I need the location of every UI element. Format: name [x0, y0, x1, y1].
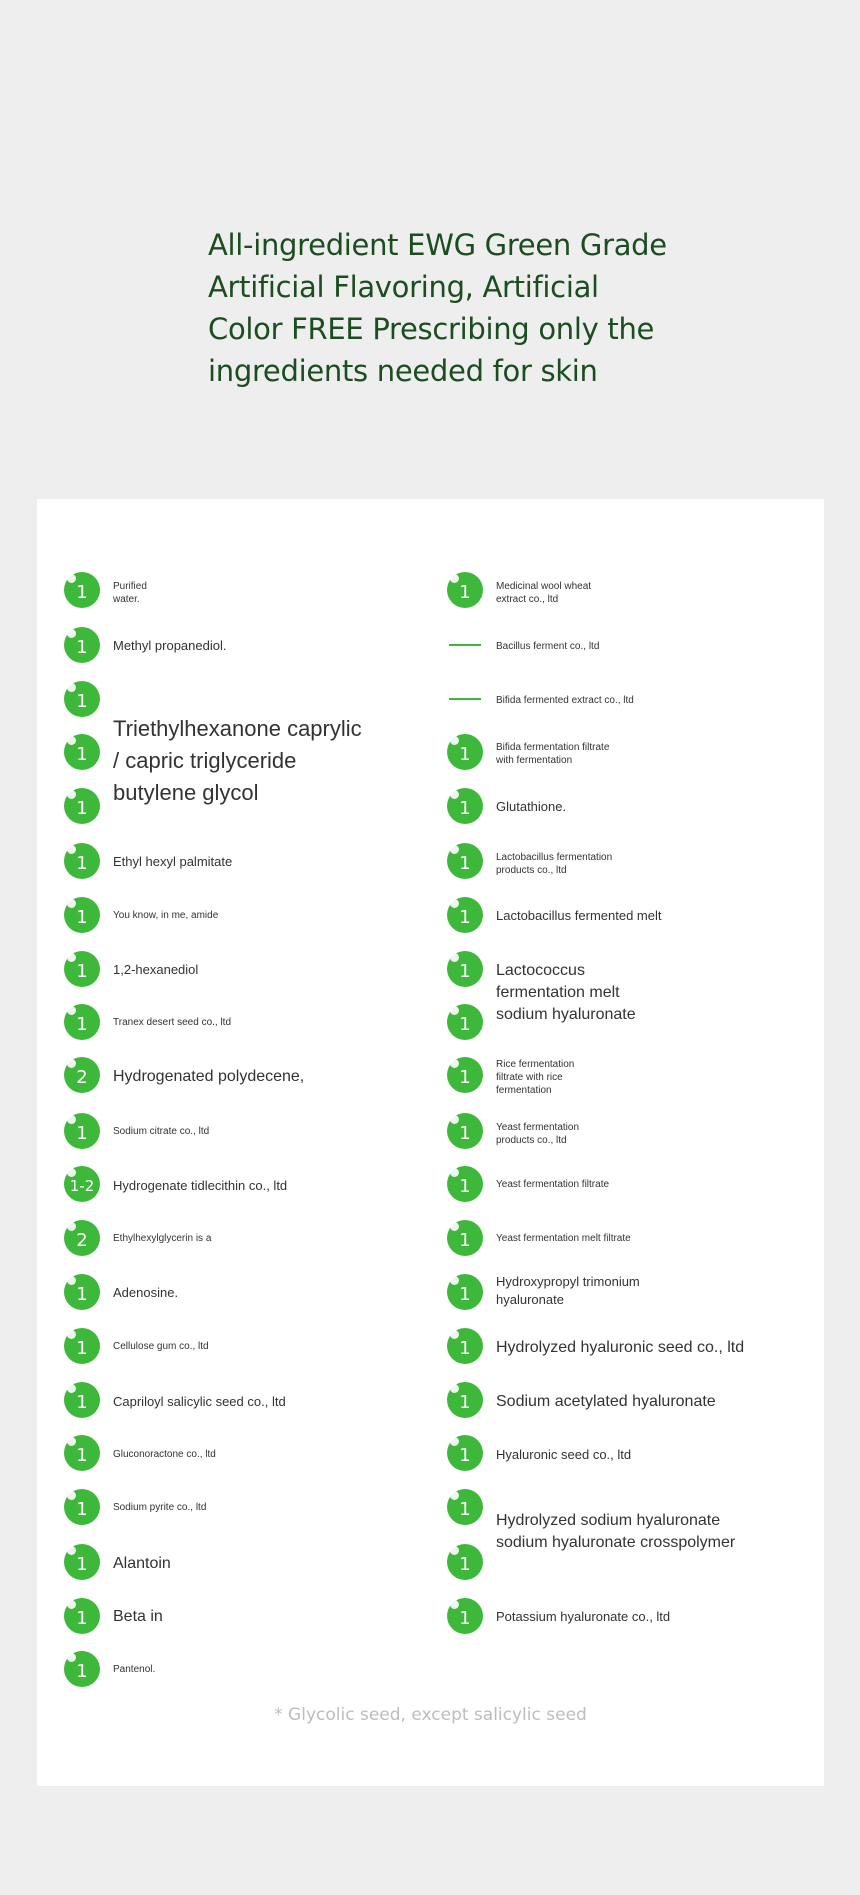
- ewg-grade-badge: [64, 572, 100, 608]
- grade-number: 1-2: [69, 1177, 95, 1195]
- ewg-grade-badge: [447, 1544, 483, 1580]
- ewg-grade-badge: [64, 1544, 100, 1580]
- leaf-icon: [67, 899, 76, 908]
- grade-number: 1: [76, 743, 88, 765]
- ingredient-cellulose-gum-co-ltd: Cellulose gum co., ltd: [113, 1341, 209, 1352]
- ingredient-lactococcus-fermentation-melt-sodium-hya: Lactococcus fermentation melt sodium hyaluronate: [496, 962, 636, 1023]
- ingredient-hydrolyzed-hyaluronic-seed-co-ltd: Hydrolyzed hyaluronic seed co., ltd: [496, 1339, 745, 1356]
- grade-number: 1: [76, 906, 88, 928]
- leaf-icon: [450, 1059, 459, 1068]
- ingredient-yeast-fermentation-filtrate: Yeast fermentation filtrate: [496, 1179, 610, 1190]
- ingredient-hydrogenate-tidlecithin-co-ltd: Hydrogenate tidlecithin co., ltd: [113, 1178, 288, 1193]
- ingredient-purified-water: Purified water.: [113, 581, 147, 605]
- ingredient-triethylhexanone-caprylic-capric-triglyc: Triethylhexanone caprylic / capric triglyceride butylene glycol: [113, 716, 362, 805]
- grade-number: 1: [459, 1498, 471, 1520]
- ewg-grade-badge: [64, 1274, 100, 1310]
- ingredient-gluconoractone-co-ltd: Gluconoractone co., ltd: [113, 1449, 216, 1460]
- ewg-grade-badge: [64, 681, 100, 717]
- grade-number: 2: [76, 1066, 88, 1088]
- ingredient-yeast-fermentation-products-co-ltd: Yeast fermentation products co., ltd: [496, 1122, 580, 1146]
- leaf-icon: [67, 845, 76, 854]
- leaf-icon: [450, 1115, 459, 1124]
- ingredient-1-2-hexanediol: 1,2-hexanediol: [113, 962, 199, 977]
- ingredient-capriloyl-salicylic-seed-co-ltd: Capriloyl salicylic seed co., ltd: [113, 1394, 286, 1409]
- ingredient-ethyl-hexyl-palmitate: Ethyl hexyl palmitate: [113, 854, 233, 869]
- ingredient-lactobacillus-fermentation-products-co-l: Lactobacillus fermentation products co., ltd: [496, 852, 613, 876]
- ingredient-you-know-in-me-amide: You know, in me, amide: [113, 910, 219, 921]
- ingredient-beta-in: Beta in: [113, 1608, 163, 1625]
- ingredient-sodium-pyrite-co-ltd: Sodium pyrite co., ltd: [113, 1502, 207, 1513]
- ewg-grade-badge: [447, 1489, 483, 1525]
- grade-number: 1: [76, 1337, 88, 1359]
- ingredient-rice-fermentation-filtrate-with-rice-fer: Rice fermentation filtrate with rice fermentation: [496, 1059, 575, 1096]
- ingredient-medicinal-wool-wheat-extract-co-ltd: Medicinal wool wheat extract co., ltd: [496, 581, 592, 605]
- ingredient-methyl-propanediol: Methyl propanediol.: [113, 638, 227, 653]
- leaf-icon: [450, 899, 459, 908]
- grade-number: 1: [76, 1660, 88, 1682]
- ewg-grade-badge: [64, 788, 100, 824]
- grade-number: 1: [76, 1444, 88, 1466]
- ewg-grade-badge: [447, 1598, 483, 1634]
- leaf-icon: [450, 1384, 459, 1393]
- headline-line: Color FREE Prescribing only the: [208, 312, 655, 346]
- leaf-icon: [450, 1600, 459, 1609]
- leaf-icon: [450, 1168, 459, 1177]
- headline-line: ingredients needed for skin: [208, 354, 598, 388]
- grade-number: 1: [459, 960, 471, 982]
- leaf-icon: [67, 1222, 76, 1231]
- ewg-grade-badge: [64, 1598, 100, 1634]
- grade-number: 1: [76, 852, 88, 874]
- ewg-grade-badge: [64, 1489, 100, 1525]
- ingredient-hydroxypropyl-trimonium-hyaluronate: Hydroxypropyl trimonium hyaluronate: [496, 1274, 640, 1307]
- grade-dash-divider: [449, 698, 481, 700]
- leaf-icon: [67, 1653, 76, 1662]
- leaf-icon: [67, 790, 76, 799]
- leaf-icon: [67, 1059, 76, 1068]
- leaf-icon: [67, 1600, 76, 1609]
- leaf-icon: [67, 1437, 76, 1446]
- ingredient-adenosine: Adenosine.: [113, 1285, 179, 1300]
- ewg-grade-badge: [64, 627, 100, 663]
- ingredient-lactobacillus-fermented-melt: Lactobacillus fermented melt: [496, 908, 662, 923]
- ewg-grade-badge: [64, 1435, 100, 1471]
- grade-number: 2: [76, 1229, 88, 1251]
- ewg-grade-badge: [447, 1004, 483, 1040]
- leaf-icon: [450, 1546, 459, 1555]
- ewg-grade-badge: [64, 1328, 100, 1364]
- ewg-grade-badge: [447, 1328, 483, 1364]
- ewg-grade-badge: [64, 897, 100, 933]
- ewg-grade-badge: [447, 1220, 483, 1256]
- headline: [208, 224, 668, 392]
- leaf-icon: [67, 629, 76, 638]
- grade-number: 1: [459, 743, 471, 765]
- grade-number: 1: [76, 690, 88, 712]
- grade-number: 1: [459, 1122, 471, 1144]
- ewg-grade-badge: [64, 1113, 100, 1149]
- leaf-icon: [450, 1437, 459, 1446]
- leaf-icon: [67, 1384, 76, 1393]
- ingredient-bifida-fermentation-filtrate-with-fermen: Bifida fermentation filtrate with fermentation: [496, 742, 610, 766]
- grade-number: 1: [459, 906, 471, 928]
- grade-number: 1: [459, 1444, 471, 1466]
- leaf-icon: [67, 1491, 76, 1500]
- grade-number: 1: [76, 1122, 88, 1144]
- grade-number: 1: [76, 1553, 88, 1575]
- footnote: * Glycolic seed, except salicylic seed: [274, 1705, 587, 1725]
- ewg-grade-badge: [64, 734, 100, 770]
- leaf-icon: [450, 790, 459, 799]
- leaf-icon: [450, 1222, 459, 1231]
- ingredient-alantoin: Alantoin: [113, 1555, 171, 1572]
- grade-number: 1: [76, 1283, 88, 1305]
- ewg-grade-badge: [64, 1382, 100, 1418]
- ewg-grade-badge: [447, 897, 483, 933]
- leaf-icon: [67, 574, 76, 583]
- ingredient-glutathione: Glutathione.: [496, 799, 567, 814]
- ewg-grade-badge: [447, 951, 483, 987]
- ewg-grade-badge: [447, 1166, 483, 1202]
- headline-line: Artificial Flavoring, Artificial: [208, 270, 599, 304]
- ewg-grade-badge: [447, 1435, 483, 1471]
- leaf-icon: [67, 1115, 76, 1124]
- grade-number: 1: [459, 1607, 471, 1629]
- ewg-grade-badge: [447, 572, 483, 608]
- ewg-grade-badge: [447, 1382, 483, 1418]
- ewg-grade-badge: [447, 843, 483, 879]
- leaf-icon: [450, 574, 459, 583]
- ewg-grade-badge: [64, 1166, 100, 1202]
- ingredient-tranex-desert-seed-co-ltd: Tranex desert seed co., ltd: [113, 1017, 232, 1028]
- grade-number: 1: [459, 1066, 471, 1088]
- grade-number: 1: [76, 960, 88, 982]
- leaf-icon: [450, 953, 459, 962]
- leaf-icon: [67, 1330, 76, 1339]
- leaf-icon: [450, 1330, 459, 1339]
- leaf-icon: [450, 845, 459, 854]
- leaf-icon: [67, 1546, 76, 1555]
- leaf-icon: [67, 953, 76, 962]
- ewg-grade-badge: [64, 1220, 100, 1256]
- grade-number: 1: [76, 636, 88, 658]
- grade-number: 1: [459, 797, 471, 819]
- ingredient-sodium-acetylated-hyaluronate: Sodium acetylated hyaluronate: [496, 1393, 716, 1410]
- leaf-icon: [450, 1276, 459, 1285]
- ewg-grade-badge: [447, 788, 483, 824]
- grade-number: 1: [76, 1607, 88, 1629]
- ewg-grade-badge: [64, 1057, 100, 1093]
- ewg-grade-badge: [64, 1004, 100, 1040]
- ingredient-hydrolyzed-sodium-hyaluronate-sodium-hya: Hydrolyzed sodium hyaluronate sodium hyaluronate crosspolymer: [496, 1512, 736, 1551]
- grade-number: 1: [76, 581, 88, 603]
- ingredient-bacillus-ferment-co-ltd: Bacillus ferment co., ltd: [496, 641, 600, 652]
- ingredient-bifida-fermented-extract-co-ltd: Bifida fermented extract co., ltd: [496, 695, 634, 706]
- grade-number: 1: [459, 1175, 471, 1197]
- grade-number: 1: [76, 1013, 88, 1035]
- grade-number: 1: [76, 1391, 88, 1413]
- grade-number: 1: [459, 1553, 471, 1575]
- headline-line: All-ingredient EWG Green Grade: [208, 228, 667, 262]
- grade-number: 1: [459, 1229, 471, 1251]
- ewg-grade-badge: [447, 1274, 483, 1310]
- grade-dash-divider: [449, 644, 481, 646]
- ingredient-hydrogenated-polydecene: Hydrogenated polydecene,: [113, 1068, 305, 1085]
- ewg-grade-badge: [447, 1113, 483, 1149]
- leaf-icon: [67, 1276, 76, 1285]
- ingredient-sodium-citrate-co-ltd: Sodium citrate co., ltd: [113, 1126, 210, 1137]
- ingredient-potassium-hyaluronate-co-ltd: Potassium hyaluronate co., ltd: [496, 1609, 671, 1624]
- grade-number: 1: [459, 1013, 471, 1035]
- ingredient-ethylhexylglycerin-is-a: Ethylhexylglycerin is a: [113, 1233, 212, 1244]
- leaf-icon: [67, 736, 76, 745]
- ingredient-hyaluronic-seed-co-ltd: Hyaluronic seed co., ltd: [496, 1447, 632, 1462]
- leaf-icon: [450, 1491, 459, 1500]
- grade-number: 1: [76, 797, 88, 819]
- ewg-grade-badge: [64, 1651, 100, 1687]
- ingredient-pantenol: Pantenol.: [113, 1664, 156, 1675]
- leaf-icon: [67, 683, 76, 692]
- ewg-grade-badge: [64, 951, 100, 987]
- leaf-icon: [450, 736, 459, 745]
- leaf-icon: [67, 1006, 76, 1015]
- leaf-icon: [450, 1006, 459, 1015]
- leaf-icon: [67, 1168, 76, 1177]
- grade-number: 1: [459, 581, 471, 603]
- ewg-grade-badge: [447, 734, 483, 770]
- ingredient-panel: [37, 499, 824, 1786]
- ewg-grade-badge: [447, 1057, 483, 1093]
- grade-number: 1: [459, 1337, 471, 1359]
- grade-number: 1: [459, 852, 471, 874]
- grade-number: 1: [76, 1498, 88, 1520]
- grade-number: 1: [459, 1391, 471, 1413]
- grade-number: 1: [459, 1283, 471, 1305]
- ewg-grade-badge: [64, 843, 100, 879]
- ingredient-yeast-fermentation-melt-filtrate: Yeast fermentation melt filtrate: [496, 1233, 631, 1244]
